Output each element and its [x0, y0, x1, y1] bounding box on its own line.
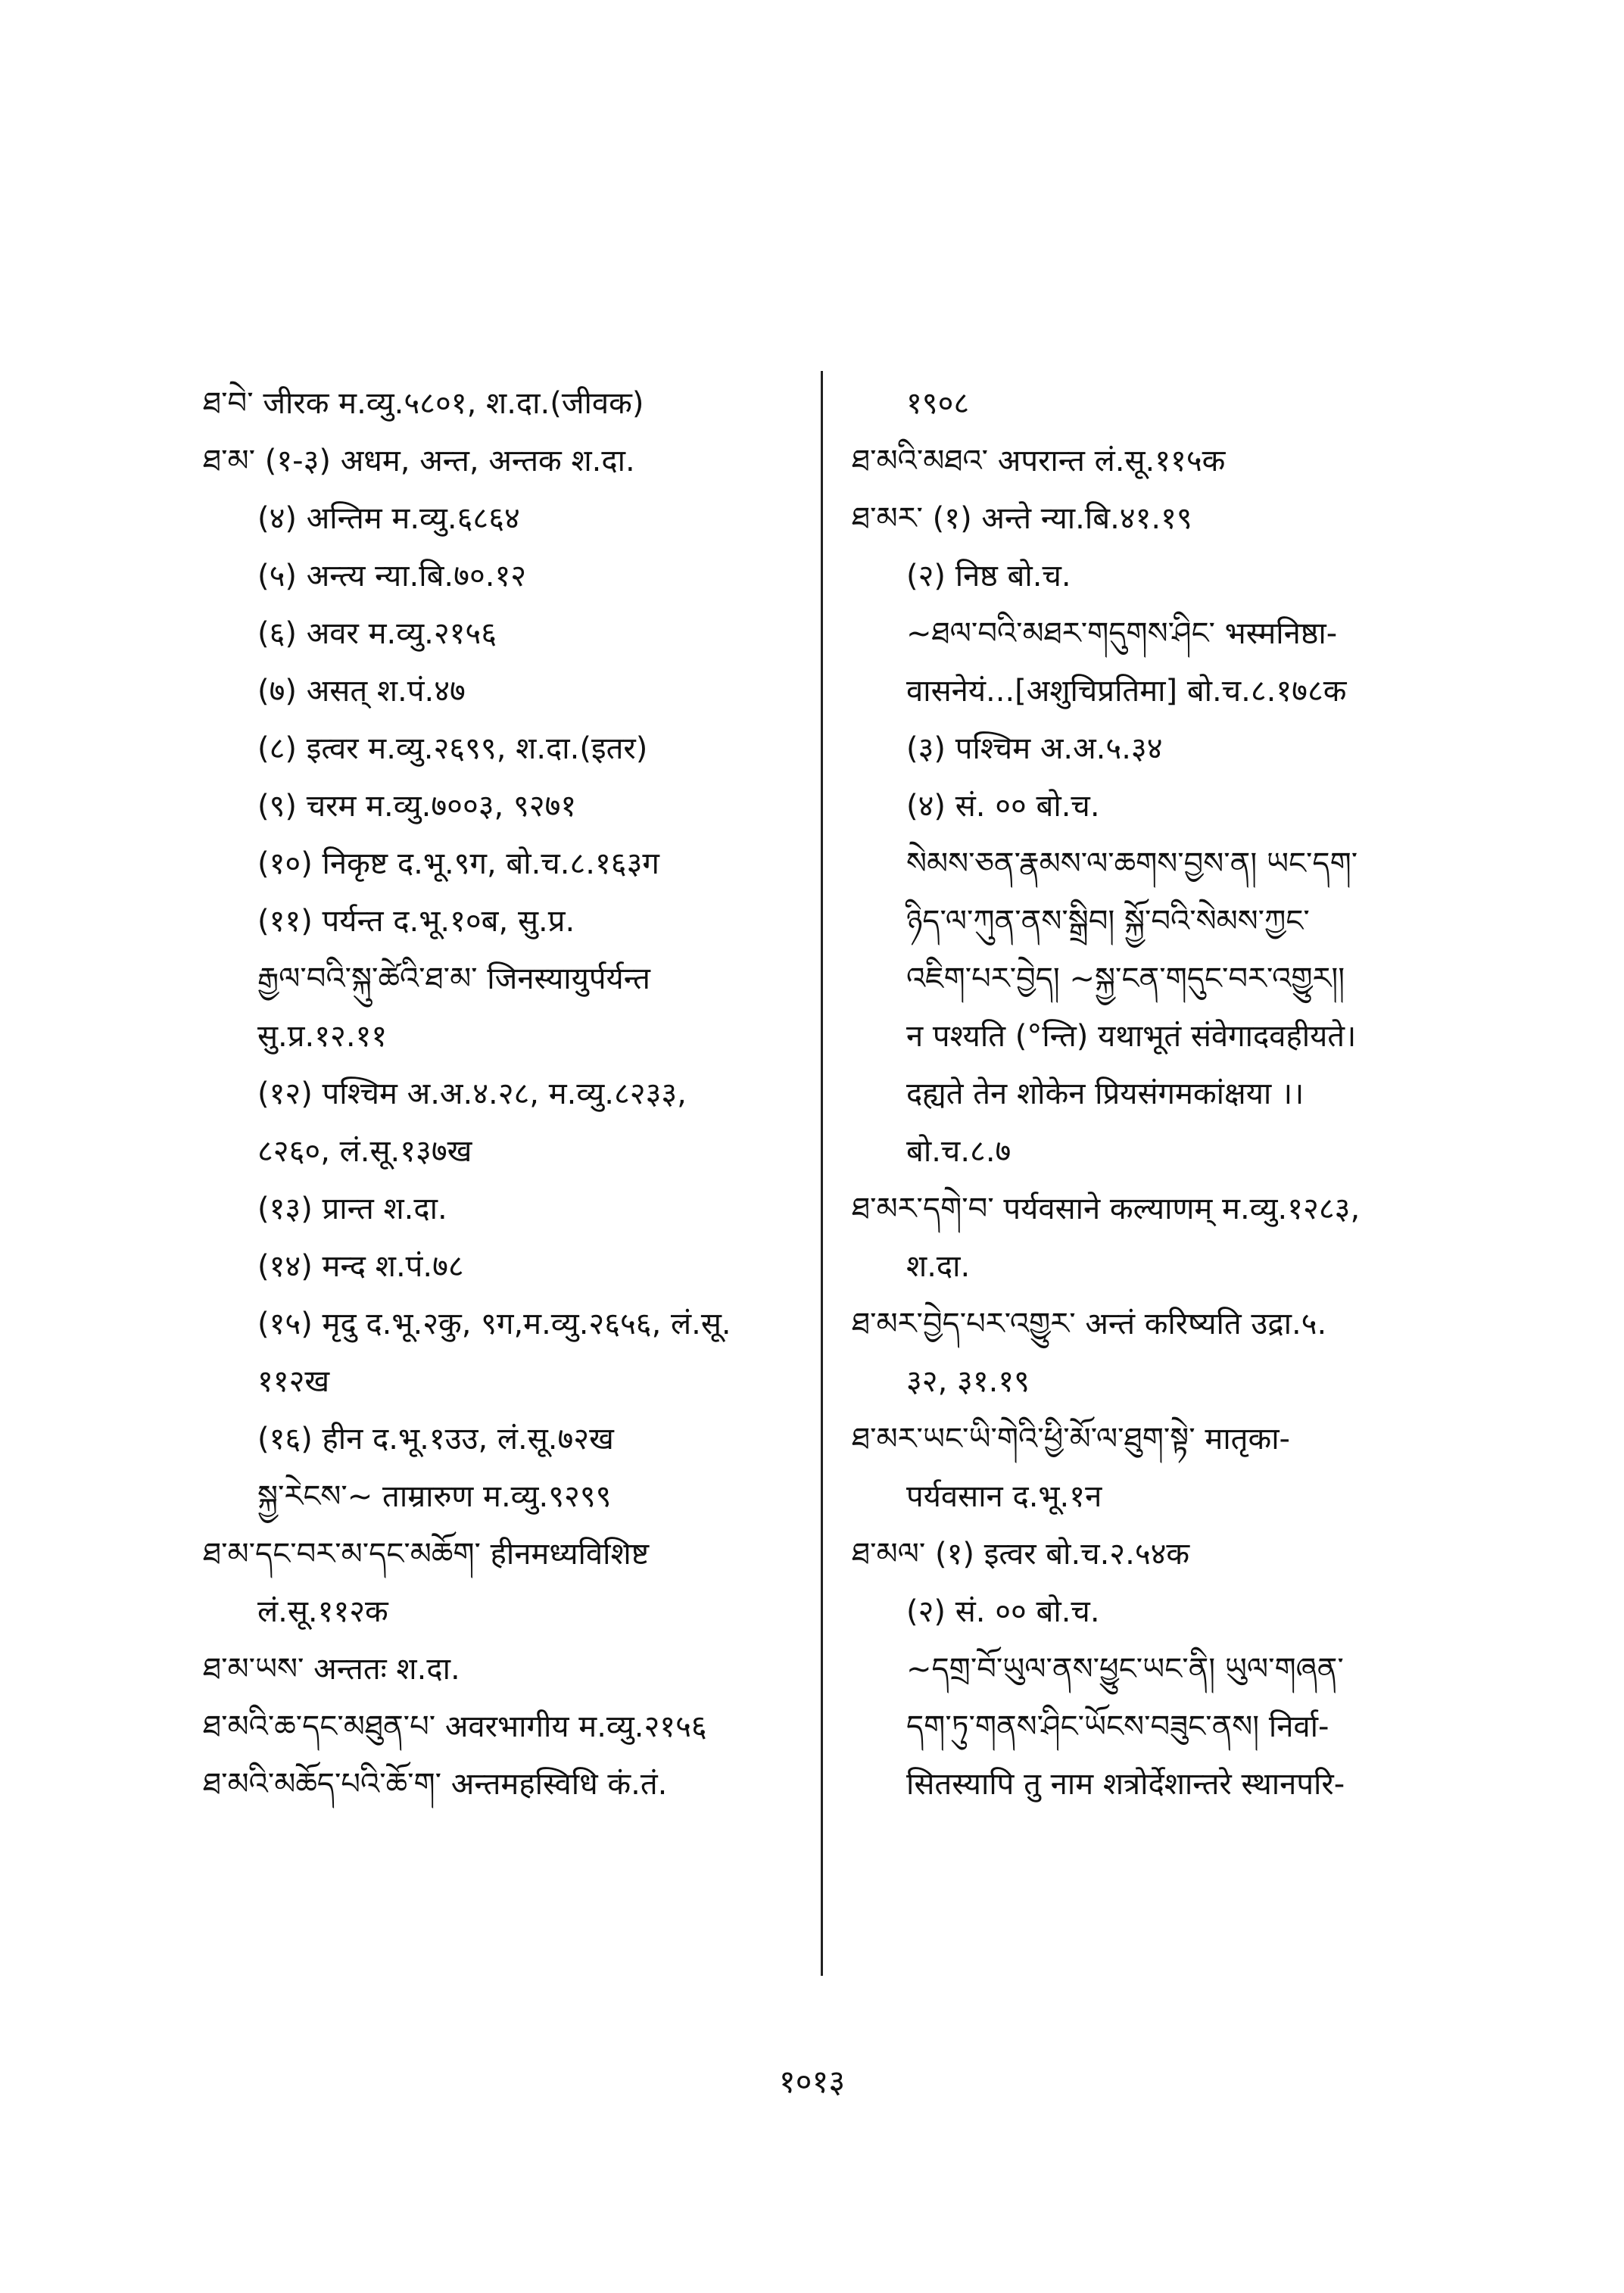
- dictionary-entry-line: लं.सू.११२क: [257, 1594, 388, 1629]
- dictionary-entry-line: (४) अन्तिम म.व्यु.६८६४: [257, 501, 520, 536]
- right-column: [852, 375, 1473, 1813]
- column-divider: [821, 371, 823, 1976]
- dictionary-entry-line: རྒྱལ་བའི་སྐུ་ཚེའི་ཐ་མ་ जिनस्यायुर्पर्यन्त: [257, 961, 650, 996]
- dictionary-entry-line: ཐ་མར་དགེ་བ་ पर्यवसाने कल्याणम् म.व्यु.१२८३,: [852, 1192, 1361, 1226]
- dictionary-entry-line: श.दा.: [906, 1249, 971, 1284]
- dictionary-entry-line: ཐ་བེ་ जीरक म.व्यु.५८०१, श.दा.(जीवक): [203, 386, 644, 421]
- dictionary-entry-line: འཇིག་པར་བྱེད། ~སྐྱ་ངན་གདུང་བར་འགྱུར།།: [906, 961, 1345, 996]
- dictionary-entry-line: न पश्यति (°न्ति) यथाभूतं संवेगादवहीयते।: [906, 1019, 1357, 1054]
- dictionary-entry-line: ཐ་མའི་མཐའ་ अपरान्त लं.सू.११५क: [852, 444, 1226, 478]
- dictionary-entry-line: (६) अवर म.व्यु.२१५६: [257, 616, 497, 651]
- dictionary-entry-line: ८२६०, लं.सू.१३७ख: [257, 1134, 472, 1169]
- dictionary-entry-line: (१३) प्रान्त श.दा.: [257, 1192, 447, 1226]
- dictionary-entry-line: (१०) निकृष्ट द.भू.९ग, बो.च.८.१६३ग: [257, 846, 659, 881]
- dictionary-entry-line: (२) निष्ठ बो.च.: [906, 559, 1071, 594]
- dictionary-entry-line: ཐ་མ་ (१-३) अधम, अन्त, अन्तक श.दा.: [203, 444, 635, 478]
- dictionary-entry-line: पर्यवसान द.भू.१न: [906, 1479, 1102, 1514]
- dictionary-entry-line: (११) पर्यन्त द.भू.१०ब, सु.प्र.: [257, 904, 575, 939]
- dictionary-entry-line: ཐ་མལ་ (१) इत्वर बो.च.२.५४क: [852, 1537, 1190, 1572]
- dictionary-entry-line: ཐ་མར་ཡང་ཡི་གེའི་ཕྱི་མོ་ལ་ཐུག་སྟེ་ मातृका-: [852, 1422, 1290, 1456]
- dictionary-entry-line: སྐྱ་རེངས་~ ताम्रारुण म.व्यु.९२९९: [257, 1479, 612, 1514]
- left-column: [203, 375, 809, 1813]
- dictionary-entry-line: सु.प्र.१२.११: [257, 1019, 388, 1054]
- dictionary-entry-line: (५) अन्त्य न्या.बि.७०.१२: [257, 559, 527, 594]
- dictionary-entry-line: ~དགྲ་བོ་ཡུལ་ནས་ཕྱུང་ཡང་ནི། ཡུལ་གཞན་: [906, 1652, 1344, 1687]
- dictionary-entry-line: (३) पश्चिम अ.अ.५.३४: [906, 731, 1163, 766]
- dictionary-entry-line: (७) असत् श.पं.४७: [257, 674, 466, 709]
- dictionary-entry-line: (२) सं. ०० बो.च.: [906, 1594, 1100, 1629]
- page-number: १०१३: [778, 2063, 846, 2100]
- dictionary-entry-line: (१४) मन्द श.पं.७८: [257, 1249, 464, 1284]
- dictionary-entry-line: ཐ་མར་བྱེད་པར་འགྱུར་ अन्तं करिष्यति उद्रा.५.: [852, 1307, 1327, 1341]
- dictionary-entry-line: (४) सं. ०० बो.च.: [906, 789, 1100, 824]
- dictionary-entry-line: སེམས་ཅན་རྣམས་ལ་ཆགས་བྱས་ན། ཡང་དག་: [906, 846, 1358, 881]
- dictionary-entry-line: बो.च.८.७: [906, 1134, 1011, 1169]
- dictionary-entry-line: དག་ཏུ་གནས་ཤིང་ཡོངས་བཟུང་ནས། निर्वा-: [906, 1709, 1329, 1744]
- dictionary-entry-line: ११२ख: [257, 1364, 330, 1399]
- dictionary-entry-line: (१५) मृदु द.भू.२कु, ९ग,म.व्यु.२६५६, लं.सू.: [257, 1307, 731, 1341]
- dictionary-entry-line: दह्यते तेन शोकेन प्रियसंगमकांक्षया ।।: [906, 1076, 1304, 1111]
- dictionary-entry-line: वासनेयं...[अशुचिप्रतिमा] बो.च.८.१७८क: [906, 674, 1347, 709]
- dictionary-entry-line: ~ཐལ་བའི་མཐར་གདུགས་ཤིང་ भस्मनिष्ठा-: [906, 616, 1338, 651]
- dictionary-entry-line: ཐ་མའི་མཆོད་པའི་ཆོ་ག་ अन्तमहस्विधि कं.तं.: [203, 1767, 668, 1802]
- dictionary-entry-line: ཐ་མ་ཡས་ अन्ततः श.दा.: [203, 1652, 460, 1687]
- dictionary-entry-line: (८) इत्वर म.व्यु.२६९९, श.दा.(इतर): [257, 731, 648, 766]
- dictionary-entry-line: ཐ་མའི་ཆ་དང་མཐུན་པ་ अवरभागीय म.व्यु.२१५६: [203, 1709, 707, 1744]
- dictionary-entry-line: ཐ་མ་དང་བར་མ་དང་མཆོག་ हीनमध्यविशिष्ट: [203, 1537, 650, 1572]
- dictionary-entry-line: ཉིད་ལ་ཀུན་ནས་སྒྲིབ། སྐྱོ་བའི་སེམས་ཀྱང་: [906, 904, 1310, 939]
- dictionary-entry-line: सितस्यापि तु नाम शत्रोर्देशान्तरे स्थानपरि-: [906, 1767, 1345, 1802]
- dictionary-entry-line: १९०८: [906, 386, 970, 421]
- dictionary-entry-line: ३२, ३१.१९: [906, 1364, 1030, 1399]
- dictionary-entry-line: ཐ་མར་ (१) अन्ते न्या.बि.४१.१९: [852, 501, 1192, 536]
- dictionary-entry-line: (१२) पश्चिम अ.अ.४.२८, म.व्यु.८२३३,: [257, 1076, 687, 1111]
- dictionary-entry-line: (९) चरम म.व्यु.७००३, ९२७१: [257, 789, 577, 824]
- dictionary-entry-line: (१६) हीन द.भू.१उउ, लं.सू.७२ख: [257, 1422, 614, 1456]
